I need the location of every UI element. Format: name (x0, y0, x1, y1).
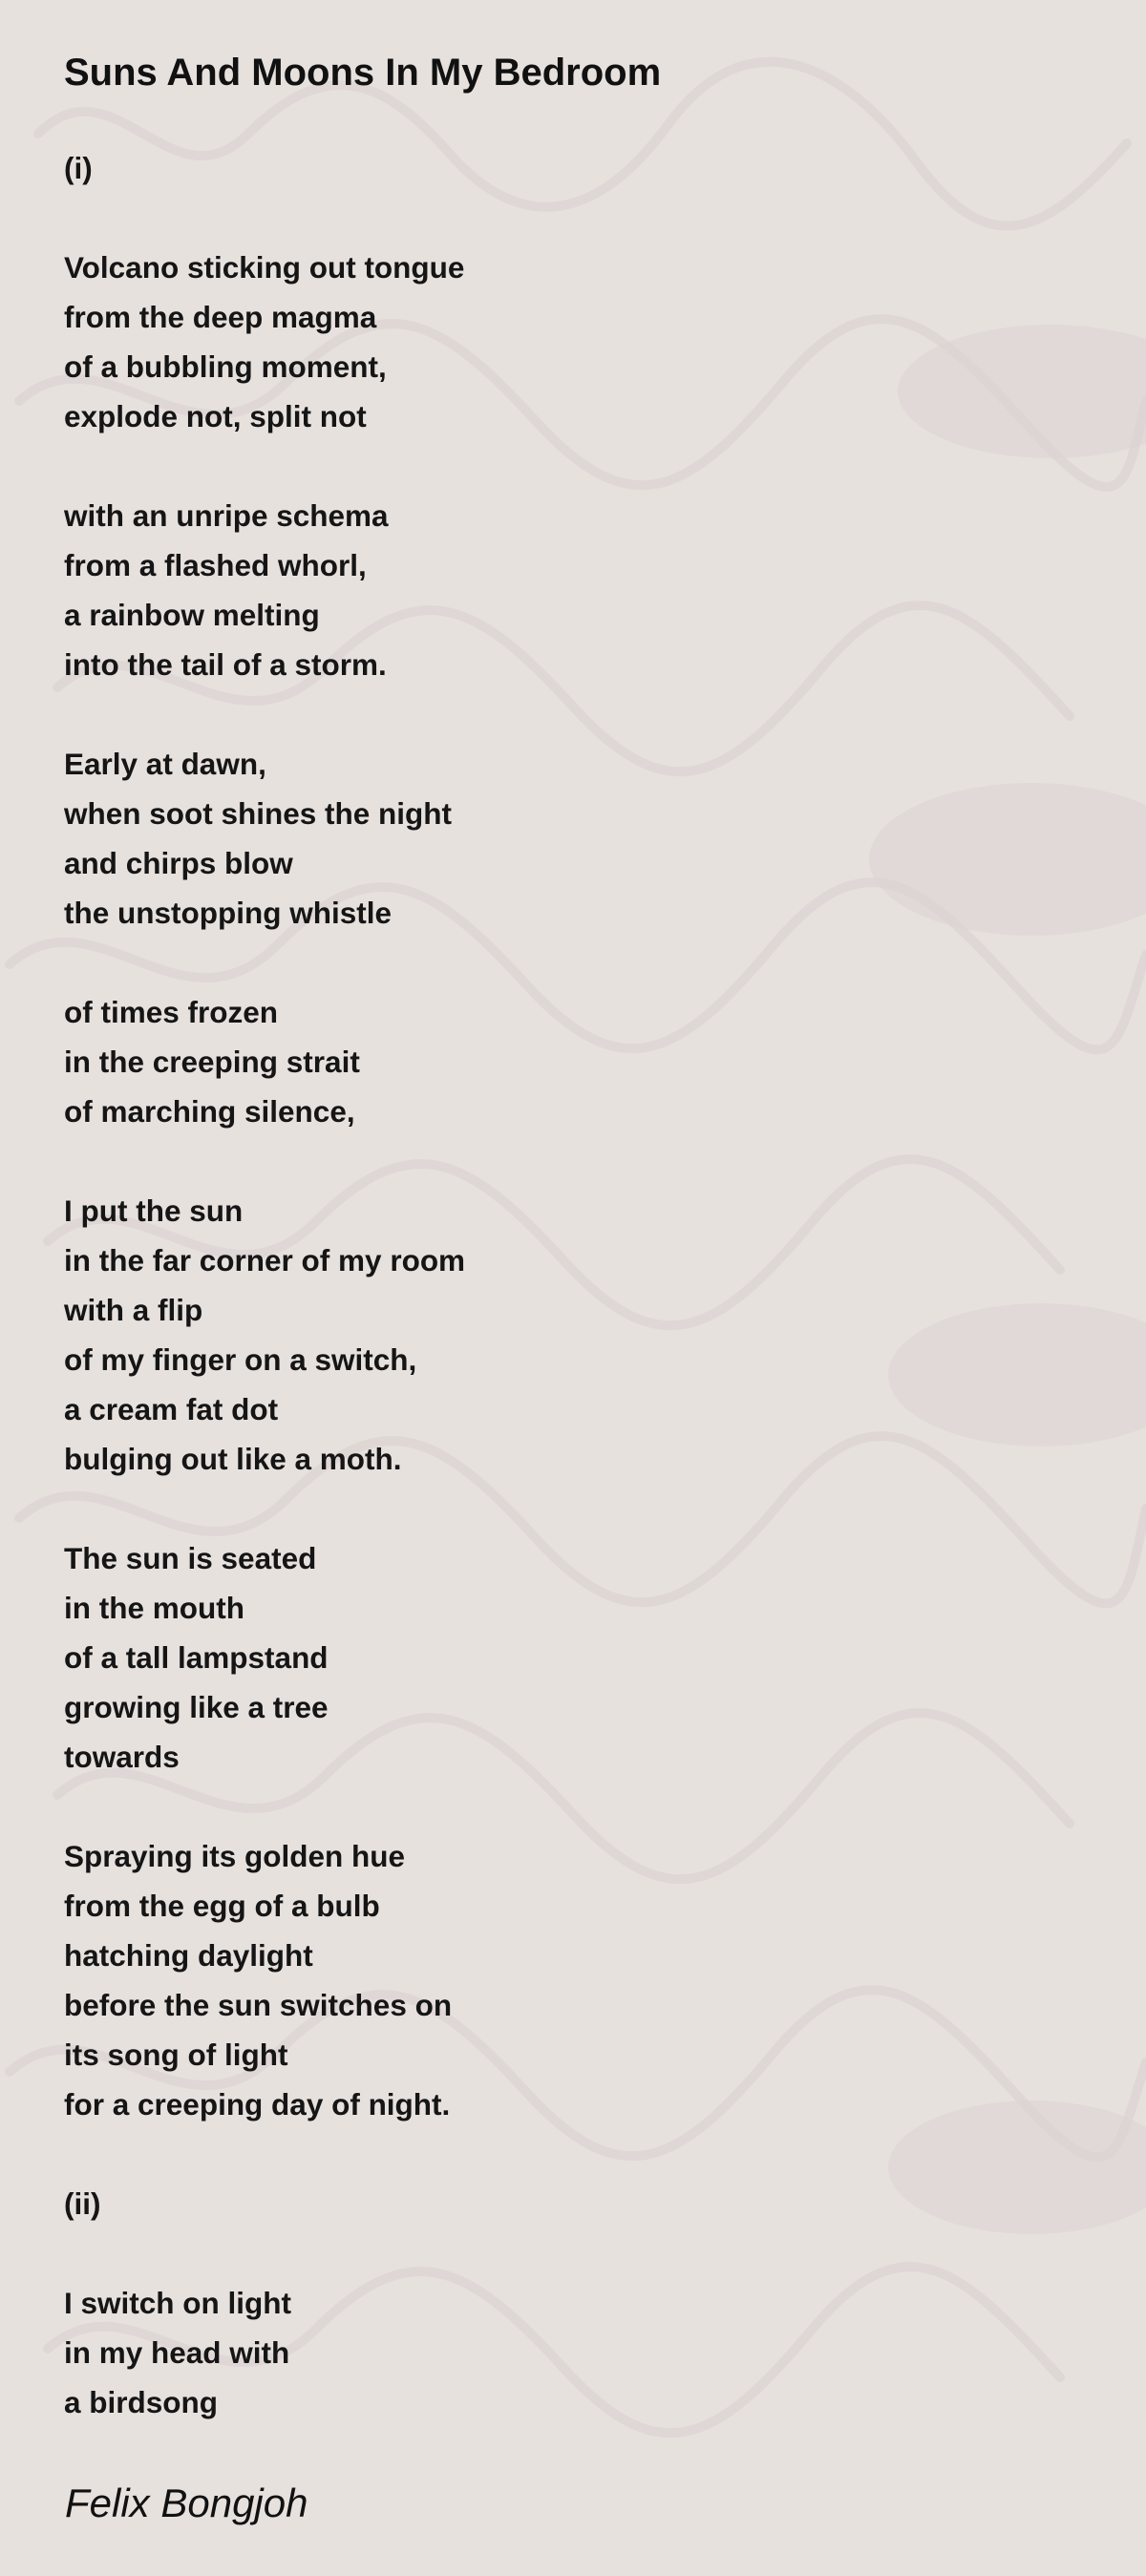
poem-line: Early at dawn, (64, 747, 266, 781)
stanza-break (64, 2228, 465, 2278)
poem-line: into the tail of a storm. (64, 647, 387, 682)
poem-line: The sun is seated (64, 1541, 317, 1575)
stanza-break (64, 938, 465, 987)
poem-line: a rainbow melting (64, 598, 320, 632)
poem-line: a birdsong (64, 2385, 219, 2419)
poem-line: hatching daylight (64, 1938, 313, 1973)
poem-line: with an unripe schema (64, 498, 389, 533)
stanza-break (64, 441, 465, 491)
poem-line: from a flashed whorl, (64, 548, 367, 582)
poem-line: towards (64, 1740, 180, 1774)
poem-line: bulging out like a moth. (64, 1442, 402, 1476)
poem-line: the unstopping whistle (64, 896, 392, 930)
poem-line: of my finger on a switch, (64, 1342, 417, 1377)
poem-line: Volcano sticking out tongue (64, 250, 465, 285)
poem-line: I switch on light (64, 2286, 291, 2320)
poem-line: before the sun switches on (64, 1988, 453, 2022)
poem-body (64, 143, 465, 2427)
stanza-break (64, 1136, 465, 1186)
poem-line: a cream fat dot (64, 1392, 279, 1426)
poem-line: in the creeping strait (64, 1045, 360, 1079)
poem-line: of marching silence, (64, 1094, 355, 1129)
poem-line: from the egg of a bulb (64, 1889, 380, 1923)
poem-line: its song of light (64, 2038, 288, 2072)
poem-line: (ii) (64, 2186, 101, 2221)
stanza-break (64, 193, 465, 243)
poem-line: I put the sun (64, 1193, 244, 1228)
poem-line: for a creeping day of night. (64, 2087, 451, 2122)
poem-line: in the mouth (64, 1591, 244, 1625)
poem-line: in the far corner of my room (64, 1243, 466, 1277)
poem-title: Suns And Moons In My Bedroom (64, 52, 662, 94)
poem-line: of a tall lampstand (64, 1640, 329, 1675)
poem-line: and chirps blow (64, 846, 293, 880)
poem-line: with a flip (64, 1293, 203, 1327)
poem-line: explode not, split not (64, 399, 367, 433)
stanza-break (64, 2129, 465, 2179)
poem-line: of a bubbling moment, (64, 349, 387, 384)
stanza-break (64, 1782, 465, 1831)
poem-line: in my head with (64, 2335, 290, 2370)
poem-line: when soot shines the night (64, 796, 453, 831)
stanza-break (64, 689, 465, 739)
poem-line: growing like a tree (64, 1690, 329, 1724)
poem-line: from the deep magma (64, 300, 377, 334)
poem-author: Felix Bongjoh (65, 2481, 308, 2525)
poem-line: Spraying its golden hue (64, 1839, 406, 1873)
poem-line: (i) (64, 151, 93, 185)
stanza-break (64, 1484, 465, 1533)
poem-line: of times frozen (64, 995, 279, 1029)
